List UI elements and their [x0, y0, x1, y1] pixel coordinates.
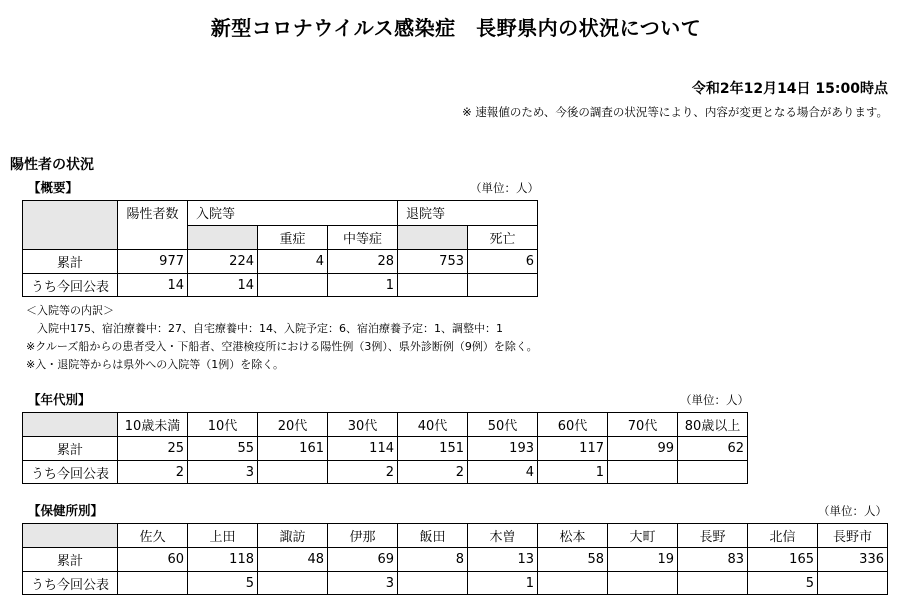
- table-cell: 13: [468, 548, 538, 572]
- health-center-header: 佐久: [118, 524, 188, 548]
- health-center-header: 松本: [538, 524, 608, 548]
- cell-positive: 14: [118, 274, 188, 297]
- table-cell: [538, 572, 608, 595]
- table-cell: 2: [328, 461, 398, 484]
- table-cell: 161: [258, 437, 328, 461]
- table-cell: 3: [328, 572, 398, 595]
- age-header: 50代: [468, 413, 538, 437]
- table-cell: 193: [468, 437, 538, 461]
- table-row: [23, 437, 748, 461]
- table-cell: [608, 461, 678, 484]
- health-center-header: 伊那: [328, 524, 398, 548]
- cell-hospitalized: 14: [188, 274, 258, 297]
- cell-severe: 4: [258, 250, 328, 274]
- row-label: 累計: [23, 437, 118, 461]
- overview-header-moderate: 中等症: [328, 226, 398, 250]
- overview-table: [22, 200, 538, 297]
- age-corner: [23, 413, 118, 437]
- note-line: ※クルーズ船からの患者受入・下船者、空港検疫所における陽性例（3例）、県外診断例（9例）を除く。: [26, 340, 538, 353]
- table-cell: 3: [188, 461, 258, 484]
- table-cell: 62: [678, 437, 748, 461]
- notice-text: ※ 速報値のため、今後の調査の状況等により、内容が変更となる場合があります。: [462, 105, 888, 119]
- table-cell: 19: [608, 548, 678, 572]
- table-row: [23, 548, 888, 572]
- table-cell: 336: [818, 548, 888, 572]
- table-cell: 99: [608, 437, 678, 461]
- table-cell: 4: [468, 461, 538, 484]
- age-header: 10歳未満: [118, 413, 188, 437]
- cell-discharged: 753: [398, 250, 468, 274]
- overview-blank-cell: [188, 226, 258, 250]
- health-center-header: 木曽: [468, 524, 538, 548]
- health-center-corner: [23, 524, 118, 548]
- health-center-unit: （単位：人）: [818, 504, 887, 518]
- health-center-header: 上田: [188, 524, 258, 548]
- overview-header-discharged: 退院等: [398, 201, 538, 226]
- note-line: ※入・退院等からは県外への入院等（1例）を除く。: [26, 358, 284, 371]
- overview-blank-cell: [398, 226, 468, 250]
- report-date: 令和2年12月14日 15:00時点: [691, 81, 888, 97]
- row-label: うち今回公表: [23, 572, 118, 595]
- overview-corner: [23, 201, 118, 250]
- age-header: 10代: [188, 413, 258, 437]
- overview-header-hospitalized: 入院等: [188, 201, 398, 226]
- table-cell: [258, 461, 328, 484]
- row-label: 累計: [23, 250, 118, 274]
- cell-hospitalized: 224: [188, 250, 258, 274]
- table-cell: 2: [398, 461, 468, 484]
- table-cell: 165: [748, 548, 818, 572]
- age-header: 40代: [398, 413, 468, 437]
- note-line: ＜入院等の内訳＞: [26, 304, 114, 317]
- table-cell: 8: [398, 548, 468, 572]
- table-cell: 48: [258, 548, 328, 572]
- table-cell: 25: [118, 437, 188, 461]
- table-cell: 5: [748, 572, 818, 595]
- overview-header-positive: 陽性者数: [118, 201, 188, 250]
- table-cell: 1: [538, 461, 608, 484]
- health-center-header: 長野市: [818, 524, 888, 548]
- health-center-header: 大町: [608, 524, 678, 548]
- section-title: 陽性者の状況: [10, 157, 94, 173]
- table-row: [23, 461, 748, 484]
- table-cell: 2: [118, 461, 188, 484]
- age-header: 20代: [258, 413, 328, 437]
- table-cell: 5: [188, 572, 258, 595]
- table-cell: [608, 572, 678, 595]
- table-cell: [398, 572, 468, 595]
- page-title: 新型コロナウイルス感染症 長野県内の状況について: [210, 16, 702, 40]
- table-row: [23, 250, 538, 274]
- age-unit: （単位：人）: [680, 393, 749, 407]
- table-row: [23, 572, 888, 595]
- cell-moderate: 28: [328, 250, 398, 274]
- health-center-header: 飯田: [398, 524, 468, 548]
- table-cell: 114: [328, 437, 398, 461]
- row-label: うち今回公表: [23, 461, 118, 484]
- age-heading: 【年代別】: [28, 392, 91, 407]
- row-label: うち今回公表: [23, 274, 118, 297]
- overview-header-deaths: 死亡: [468, 226, 538, 250]
- cell-deaths: 6: [468, 250, 538, 274]
- age-header: 70代: [608, 413, 678, 437]
- health-center-header: 長野: [678, 524, 748, 548]
- table-cell: 55: [188, 437, 258, 461]
- health-center-heading: 【保健所別】: [28, 503, 104, 518]
- health-center-table: [22, 523, 888, 595]
- overview-header-severe: 重症: [258, 226, 328, 250]
- age-header: 30代: [328, 413, 398, 437]
- cell-deaths: [468, 274, 538, 297]
- table-cell: 83: [678, 548, 748, 572]
- table-cell: 151: [398, 437, 468, 461]
- table-cell: [678, 572, 748, 595]
- overview-unit: （単位：人）: [470, 181, 539, 195]
- table-cell: 118: [188, 548, 258, 572]
- cell-discharged: [398, 274, 468, 297]
- row-label: 累計: [23, 548, 118, 572]
- table-cell: 58: [538, 548, 608, 572]
- table-cell: 60: [118, 548, 188, 572]
- cell-severe: [258, 274, 328, 297]
- table-cell: [678, 461, 748, 484]
- cell-moderate: 1: [328, 274, 398, 297]
- table-row: [23, 274, 538, 297]
- age-header: 60代: [538, 413, 608, 437]
- table-cell: 1: [468, 572, 538, 595]
- table-cell: [258, 572, 328, 595]
- age-header: 80歳以上: [678, 413, 748, 437]
- table-cell: 117: [538, 437, 608, 461]
- table-cell: 69: [328, 548, 398, 572]
- health-center-header: 北信: [748, 524, 818, 548]
- age-table: [22, 412, 748, 484]
- note-line: 入院中175、宿泊療養中：27、自宅療養中：14、入院予定：6、宿泊療養予定：1、調整中：1: [26, 322, 503, 335]
- health-center-header: 諏訪: [258, 524, 328, 548]
- table-cell: [818, 572, 888, 595]
- cell-positive: 977: [118, 250, 188, 274]
- notes-block: [26, 302, 538, 374]
- overview-heading: 【概要】: [28, 180, 79, 195]
- table-cell: [118, 572, 188, 595]
